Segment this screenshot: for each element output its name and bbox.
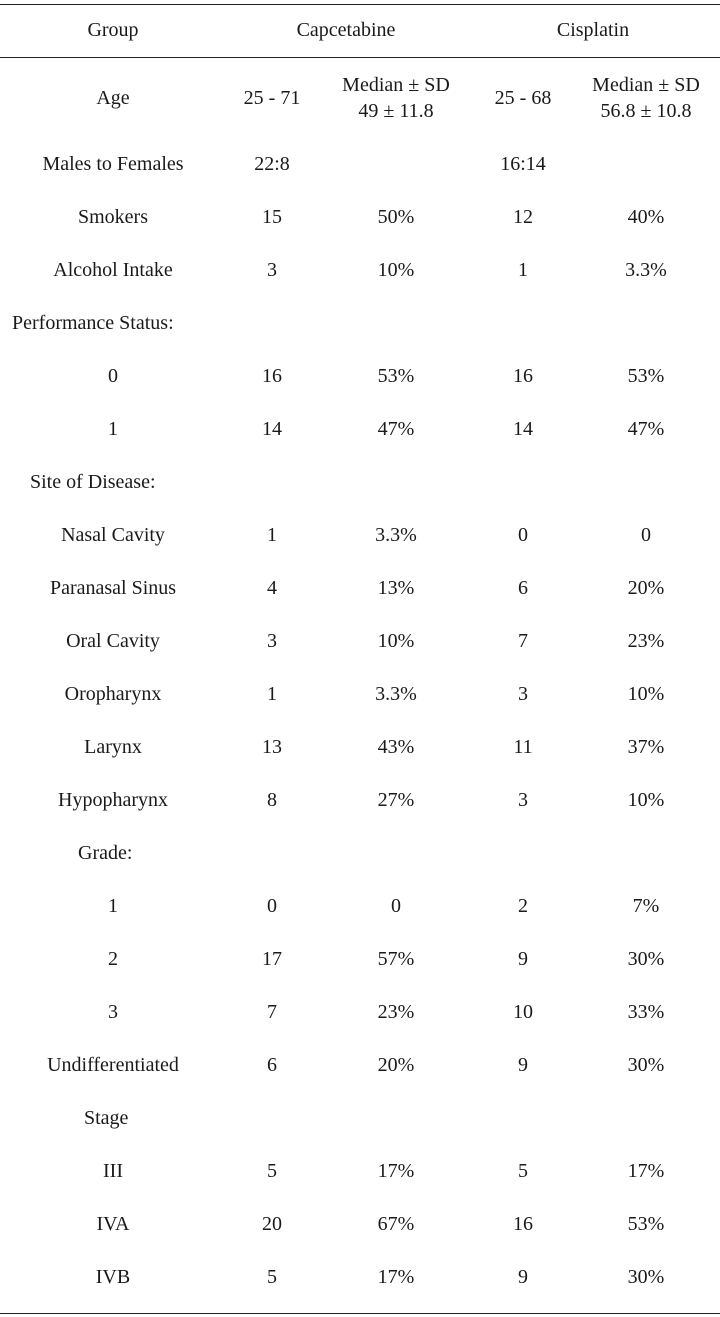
cisplatin-count: 16 [513,365,533,387]
section-label: Performance Status: [12,312,174,334]
row-label: Undifferentiated [47,1054,179,1076]
capcetabine-percent [318,138,474,191]
table-row [0,509,720,562]
cisplatin-stat [572,58,720,138]
cisplatin-percent: 30% [627,948,665,970]
capcetabine-count: 1 [267,683,277,705]
table-row [0,244,720,297]
row-label: Age [96,86,130,109]
cisplatin-percent: 53% [627,1213,665,1235]
cisplatin-percent: 10% [627,683,665,705]
capcetabine-count: 22:8 [254,153,290,175]
cisplatin-count: 16:14 [500,153,546,175]
row-label: Oropharynx [64,683,162,705]
capcetabine-count: 3 [267,259,277,281]
capcetabine-percent: 67% [377,1213,415,1235]
table-row [0,774,720,827]
cisplatin-percent: 37% [627,736,665,758]
cisplatin-count: 9 [518,1054,528,1076]
cisplatin-count: 11 [513,736,533,758]
cisplatin-percent: 40% [627,206,665,228]
capcetabine-percent: 20% [377,1054,415,1076]
row-label: Larynx [84,736,142,758]
row-label: Nasal Cavity [61,524,165,546]
capcetabine-count: 5 [267,1266,277,1288]
row-label: Paranasal Sinus [49,577,177,599]
cisplatin-count: 3 [518,683,528,705]
capcetabine-percent: 17% [377,1160,415,1182]
capcetabine-count: 17 [262,948,282,970]
cisplatin-count: 10 [513,1001,533,1023]
capcetabine-percent: 13% [377,577,415,599]
row-label: 1 [108,418,118,440]
capcetabine-count: 20 [262,1213,282,1235]
capcetabine-percent: 27% [377,789,415,811]
table-row [0,986,720,1039]
capcetabine-percent: 43% [377,736,415,758]
table-section-row [0,1092,720,1145]
table-section-row [0,456,720,509]
cisplatin-count: 1 [518,259,528,281]
cisplatin-percent: 17% [627,1160,665,1182]
table-row [0,933,720,986]
table-row [0,350,720,403]
capcetabine-count: 8 [267,789,277,811]
cisplatin-count: 14 [513,418,533,440]
table-row [0,138,720,191]
row-label: Smokers [78,206,148,228]
cisplatin-count: 7 [518,630,528,652]
capcetabine-percent: 3.3% [375,683,417,705]
section-label: Site of Disease: [30,471,156,493]
table-row [0,721,720,774]
capcetabine-percent: 3.3% [375,524,417,546]
table-bottom-rule [0,1313,720,1314]
capcetabine-stat-value: 49 ± 11.8 [358,100,434,122]
capcetabine-range: 25 - 71 [243,86,301,109]
row-label: 0 [108,365,118,387]
capcetabine-percent: 0 [391,895,401,917]
capcetabine-count: 13 [262,736,282,758]
table-section-row [0,827,720,880]
cisplatin-percent: 0 [641,524,651,546]
table-section-row [0,297,720,350]
capcetabine-stat [318,58,474,138]
cisplatin-count: 12 [513,206,533,228]
row-label: 1 [108,895,118,917]
section-label: Grade: [78,842,133,864]
cisplatin-percent: 23% [627,630,665,652]
capcetabine-percent: 10% [377,259,415,281]
capcetabine-count: 14 [262,418,282,440]
row-label: Alcohol Intake [53,259,173,281]
header-group: Group [87,19,139,41]
row-label: IVB [95,1266,131,1288]
row-label: III [103,1160,123,1182]
capcetabine-percent: 47% [377,418,415,440]
capcetabine-count: 16 [262,365,282,387]
cisplatin-count: 0 [518,524,528,546]
cisplatin-percent: 30% [627,1266,665,1288]
table-row [0,1251,720,1304]
capcetabine-percent: 53% [377,365,415,387]
cisplatin-percent: 20% [627,577,665,599]
table-row [0,403,720,456]
capcetabine-percent: 10% [377,630,415,652]
cisplatin-count: 5 [518,1160,528,1182]
cisplatin-count: 9 [518,1266,528,1288]
cisplatin-count: 2 [518,895,528,917]
row-label: Oral Cavity [66,630,160,652]
capcetabine-count: 5 [267,1160,277,1182]
cisplatin-count: 3 [518,789,528,811]
cisplatin-percent: 47% [627,418,665,440]
row-label: 3 [108,1001,118,1023]
row-label: Hypopharynx [58,789,168,811]
capcetabine-stat-label: Median ± SD [342,74,450,96]
table-row [0,191,720,244]
table-row [0,1198,720,1251]
cisplatin-stat-label: Median ± SD [592,74,700,96]
table-row [0,880,720,933]
table-header-row [0,4,720,57]
cisplatin-percent: 30% [627,1054,665,1076]
row-label: IVA [96,1213,130,1235]
cisplatin-stat-value: 56.8 ± 10.8 [600,100,692,122]
capcetabine-count: 15 [262,206,282,228]
table-row [0,615,720,668]
table-body [0,58,720,1304]
capcetabine-count: 3 [267,630,277,652]
capcetabine-count: 4 [267,577,277,599]
capcetabine-percent: 23% [377,1001,415,1023]
cisplatin-percent: 3.3% [625,259,667,281]
table-row [0,58,720,138]
cisplatin-percent: 53% [627,365,665,387]
capcetabine-percent: 17% [377,1266,415,1288]
cisplatin-percent [572,138,720,191]
section-label: Stage [84,1107,129,1129]
cisplatin-count: 16 [513,1213,533,1235]
cisplatin-percent: 10% [627,789,665,811]
header-capcetabine: Capcetabine [296,19,396,41]
capcetabine-percent: 57% [377,948,415,970]
capcetabine-percent: 50% [377,206,415,228]
capcetabine-count: 6 [267,1054,277,1076]
header-cisplatin: Cisplatin [556,19,630,41]
table-row [0,668,720,721]
capcetabine-count: 1 [267,524,277,546]
capcetabine-count: 7 [267,1001,277,1023]
table-row [0,1039,720,1092]
row-label: 2 [108,948,118,970]
row-label: Males to Females [42,153,184,175]
table-row [0,562,720,615]
cisplatin-percent: 33% [627,1001,665,1023]
table-row [0,1145,720,1198]
cisplatin-range: 25 - 68 [494,86,552,109]
cisplatin-count: 9 [518,948,528,970]
capcetabine-count: 0 [267,895,277,917]
cisplatin-percent: 7% [632,895,660,917]
cisplatin-count: 6 [518,577,528,599]
